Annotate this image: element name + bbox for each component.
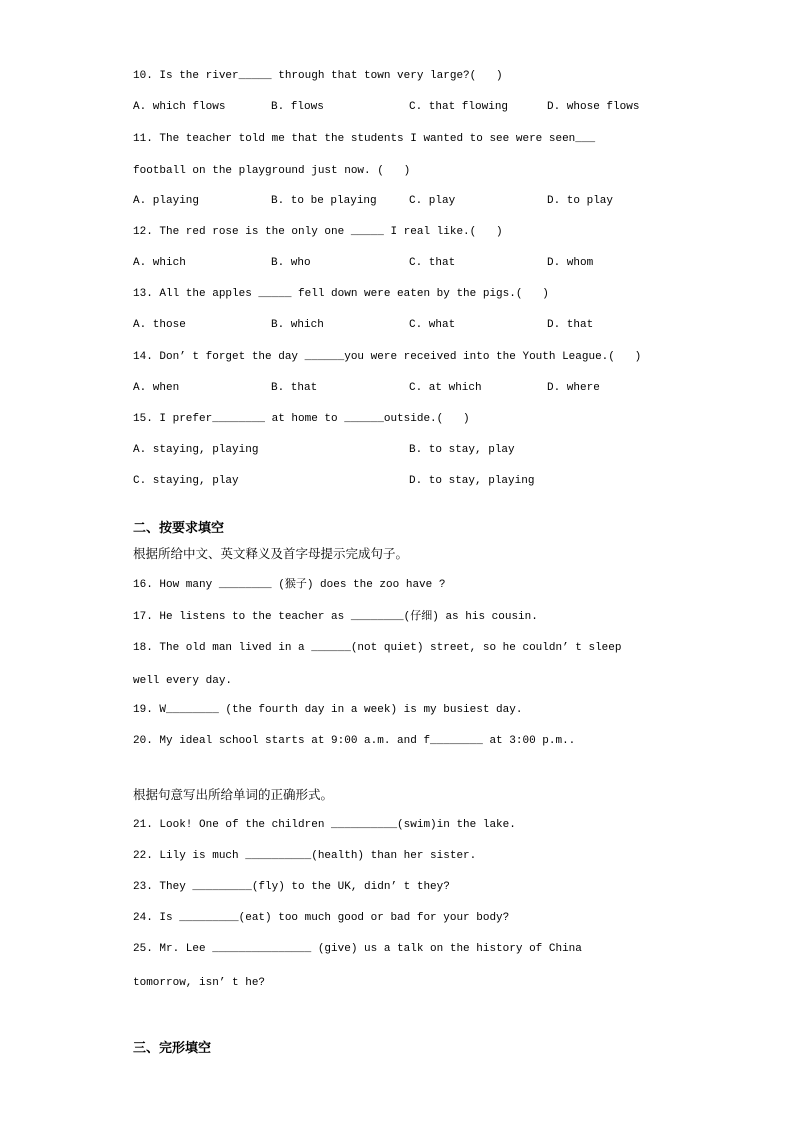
question-11-stem: 11. The teacher told me that the students I wanted to see were seen___ bbox=[133, 133, 596, 145]
option-a: A. staying, playing bbox=[133, 444, 259, 456]
option-b: B. to be playing bbox=[271, 195, 377, 207]
question-14-stem: 14. Don’ t forget the day ______you were received into the Youth League.( ) bbox=[133, 351, 642, 363]
option-b: B. that bbox=[271, 382, 318, 394]
option-c: C. that flowing bbox=[409, 101, 509, 113]
option-b: B. flows bbox=[271, 101, 324, 113]
question-23: 23. They _________(fly) to the UK, didn’ t they? bbox=[133, 881, 450, 893]
question-18-cont: well every day. bbox=[133, 675, 233, 687]
question-25-cont: tomorrow, isn’ t he? bbox=[133, 977, 266, 989]
option-d: D. to stay, playing bbox=[409, 475, 535, 487]
question-13-stem: 13. All the apples _____ fell down were eaten by the pigs.( ) bbox=[133, 288, 549, 300]
option-d: D. whose flows bbox=[547, 101, 640, 113]
option-d: D. that bbox=[547, 319, 594, 331]
section-2-instruction-1: 根据所给中文、英文释义及首字母提示完成句子。 bbox=[133, 546, 409, 561]
option-d: D. to play bbox=[547, 195, 614, 207]
option-b: B. to stay, play bbox=[409, 444, 515, 456]
question-17: 17. He listens to the teacher as ________(仔细) as his cousin. bbox=[133, 611, 538, 623]
question-16: 16. How many ________ (猴子) does the zoo have ? bbox=[133, 579, 446, 591]
question-19: 19. W________ (the fourth day in a week) is my busiest day. bbox=[133, 704, 523, 716]
section-2-instruction-2: 根据句意写出所给单词的正确形式。 bbox=[133, 787, 334, 802]
section-3-heading: 三、完形填空 bbox=[133, 1041, 212, 1056]
question-18: 18. The old man lived in a ______(not quiet) street, so he couldn’ t sleep bbox=[133, 642, 622, 654]
question-12-stem: 12. The red rose is the only one _____ I real like.( ) bbox=[133, 226, 503, 238]
option-c: C. play bbox=[409, 195, 456, 207]
option-b: B. which bbox=[271, 319, 324, 331]
option-c: C. staying, play bbox=[133, 475, 239, 487]
section-2-heading: 二、按要求填空 bbox=[133, 521, 225, 536]
question-15-stem: 15. I prefer________ at home to ______outside.( ) bbox=[133, 413, 470, 425]
question-21: 21. Look! One of the children __________(swim)in the lake. bbox=[133, 819, 516, 831]
option-d: D. where bbox=[547, 382, 600, 394]
option-a: A. which flows bbox=[133, 101, 226, 113]
question-24: 24. Is _________(eat) too much good or bad for your body? bbox=[133, 912, 510, 924]
option-c: C. at which bbox=[409, 382, 482, 394]
option-a: A. which bbox=[133, 257, 186, 269]
question-22: 22. Lily is much __________(health) than her sister. bbox=[133, 850, 477, 862]
option-c: C. that bbox=[409, 257, 456, 269]
option-d: D. whom bbox=[547, 257, 594, 269]
question-10-stem: 10. Is the river_____ through that town very large?( ) bbox=[133, 70, 503, 82]
question-11-stem-cont: football on the playground just now. ( ) bbox=[133, 165, 411, 177]
option-a: A. those bbox=[133, 319, 186, 331]
question-25: 25. Mr. Lee _______________ (give) us a talk on the history of China bbox=[133, 943, 582, 955]
option-c: C. what bbox=[409, 319, 456, 331]
option-a: A. playing bbox=[133, 195, 200, 207]
option-a: A. when bbox=[133, 382, 180, 394]
question-20: 20. My ideal school starts at 9:00 a.m. and f________ at 3:00 p.m.. bbox=[133, 735, 576, 747]
option-b: B. who bbox=[271, 257, 311, 269]
